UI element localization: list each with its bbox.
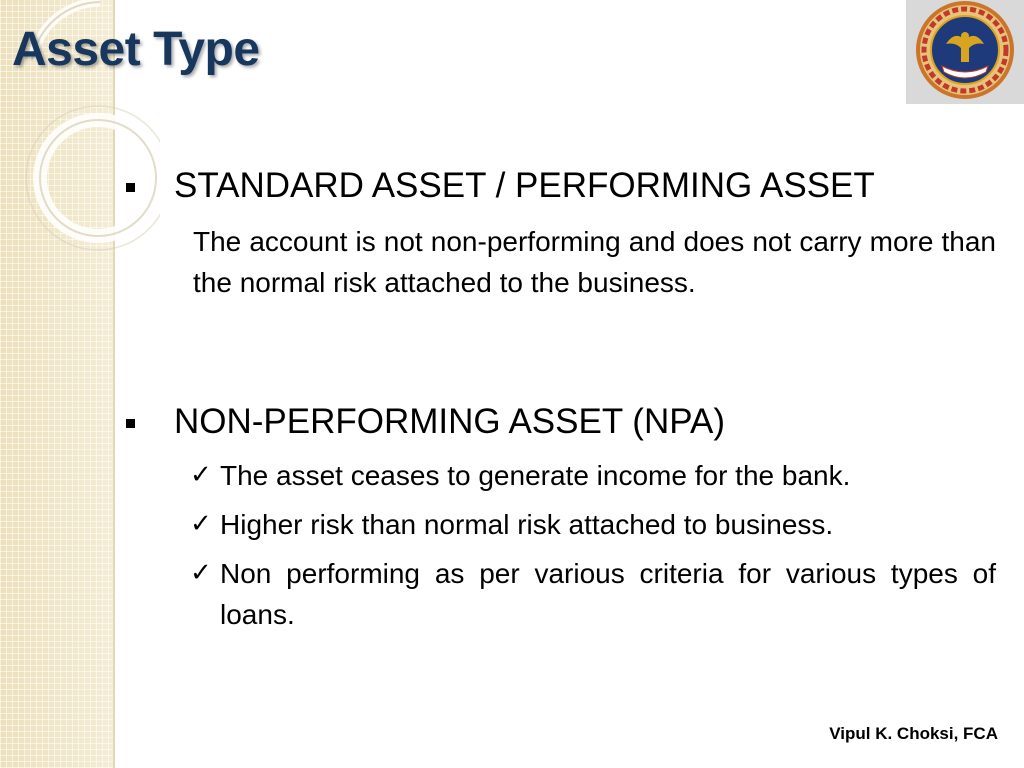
icai-emblem-icon: [906, 0, 1024, 104]
logo: [906, 0, 1024, 104]
checkmark-icon: ✓: [190, 460, 212, 490]
section-paragraph: The account is not non-performing and does not carry more than the normal risk attached to the business.: [193, 226, 996, 298]
list-item: [190, 504, 996, 545]
bullet-item: [120, 402, 1000, 446]
list-item-text: Higher risk than normal risk attached to business.: [220, 509, 834, 540]
footer-author: Vipul K. Choksi, FCA: [829, 724, 998, 743]
section-heading: NON-PERFORMING ASSET (NPA): [174, 402, 725, 441]
square-bullet-icon: [126, 419, 135, 428]
bullet-item: [120, 166, 1000, 210]
square-bullet-icon: [126, 183, 135, 192]
checkmark-icon: ✓: [190, 558, 212, 588]
page-title: Asset Type: [12, 23, 260, 76]
checkmark-icon: ✓: [190, 509, 212, 539]
list-item: [190, 455, 996, 496]
list-item-text: The asset ceases to generate income for the bank.: [220, 460, 851, 491]
list-item-text: Non performing as per various criteria for various types of loans.: [220, 558, 996, 630]
list-item: [190, 553, 996, 635]
section-heading: STANDARD ASSET / PERFORMING ASSET: [174, 166, 875, 205]
